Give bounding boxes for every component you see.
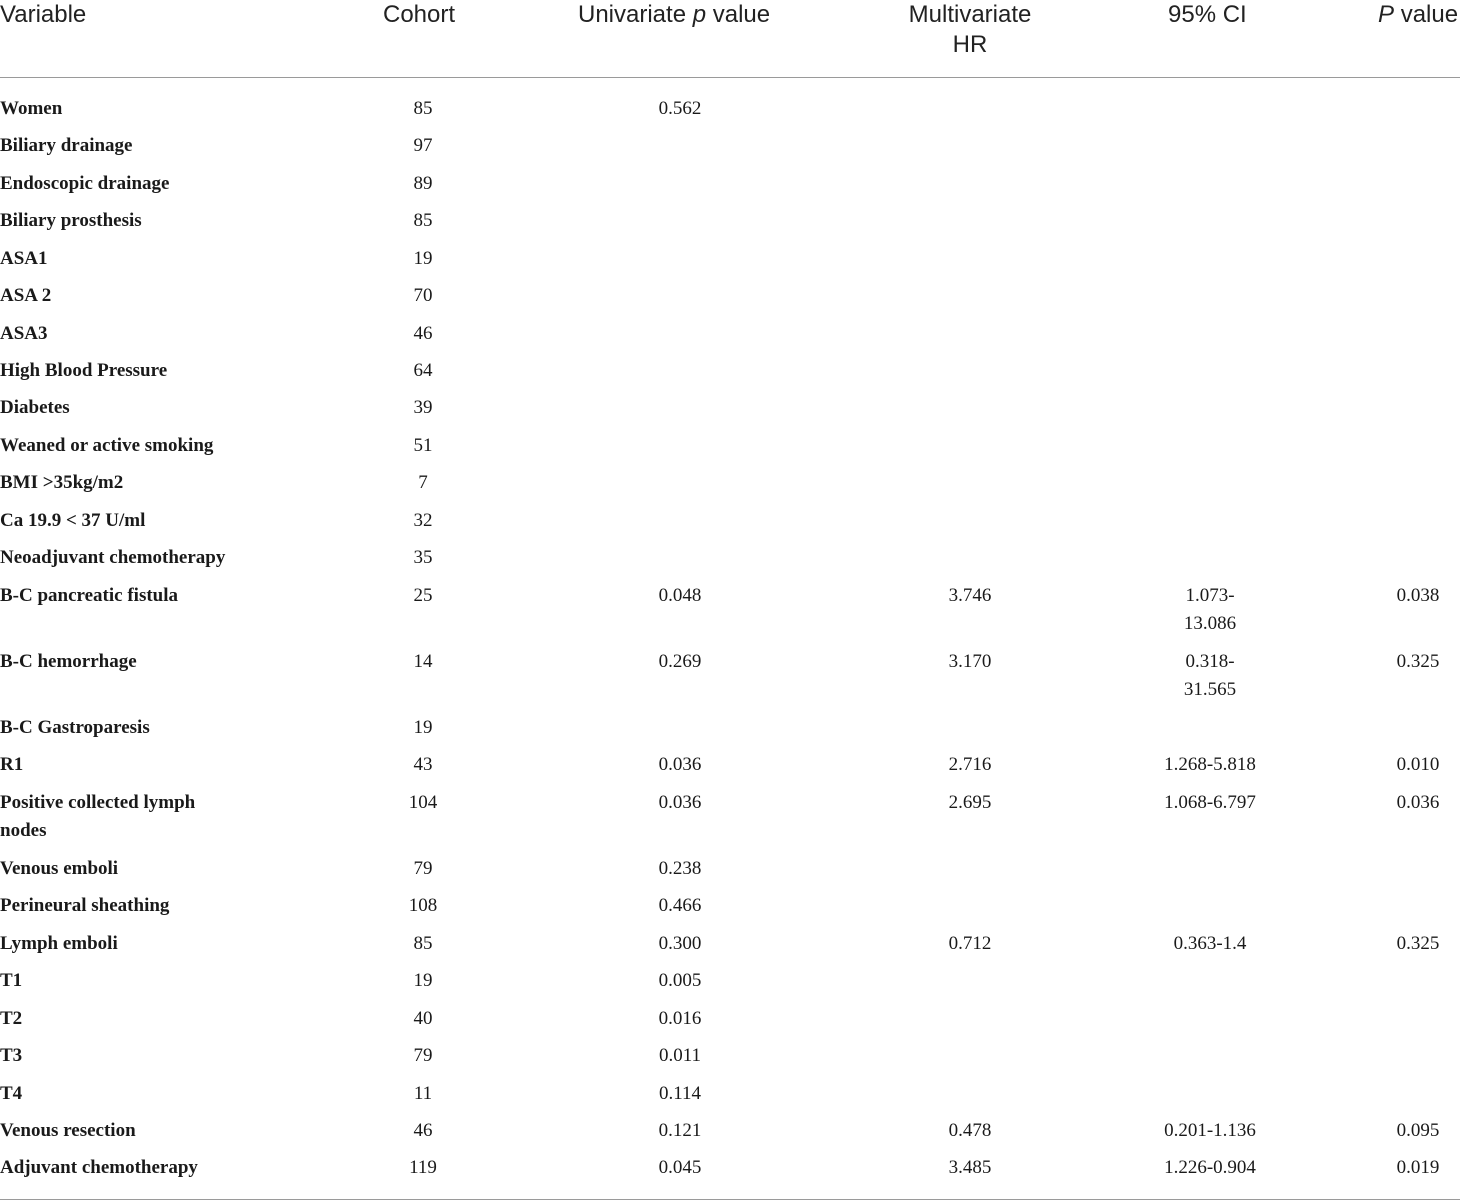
row-multivariate-hr: 3.746 xyxy=(948,585,992,606)
header-cohort: Cohort xyxy=(383,1,456,28)
row-cohort: 43 xyxy=(413,754,433,775)
row-cohort: 14 xyxy=(413,651,433,672)
row-cohort: 35 xyxy=(413,547,433,568)
table-bottom-divider xyxy=(0,1199,1460,1200)
row-univariate-p: 0.114 xyxy=(658,1083,702,1104)
row-cohort: 11 xyxy=(413,1083,433,1104)
row-variable: Women xyxy=(0,98,63,119)
row-variable: Biliary prosthesis xyxy=(0,210,142,231)
row-cohort: 70 xyxy=(413,285,433,306)
row-cohort: 40 xyxy=(413,1008,433,1029)
row-cohort: 79 xyxy=(413,858,433,879)
header-multivariate-hr xyxy=(870,0,1070,60)
row-univariate-p: 0.016 xyxy=(658,1008,702,1029)
row-variable: Lymph emboli xyxy=(0,933,118,954)
header-variable: Variable xyxy=(0,1,87,28)
row-multivariate-hr: 3.485 xyxy=(948,1157,992,1178)
row-variable: Biliary drainage xyxy=(0,135,133,156)
row-multivariate-hr: 0.712 xyxy=(948,933,992,954)
row-variable: Positive collected lymph xyxy=(0,792,196,813)
row-p-value: 0.325 xyxy=(1396,933,1440,954)
row-univariate-p: 0.562 xyxy=(658,98,702,119)
row-cohort: 104 xyxy=(408,792,438,813)
row-variable: High Blood Pressure xyxy=(0,360,168,381)
row-cohort: 97 xyxy=(413,135,433,156)
row-p-value: 0.036 xyxy=(1396,792,1440,813)
row-univariate-p: 0.045 xyxy=(658,1157,702,1178)
row-univariate-p: 0.036 xyxy=(658,754,702,775)
row-cohort: 119 xyxy=(409,1157,437,1178)
row-variable: Diabetes xyxy=(0,397,70,418)
row-multivariate-hr: 3.170 xyxy=(948,651,992,672)
row-variable: Weaned or active smoking xyxy=(0,435,214,456)
row-variable: Perineural sheathing xyxy=(0,895,170,916)
row-cohort: 25 xyxy=(413,585,433,606)
row-ci: 1.068-6.797 xyxy=(1164,792,1256,813)
row-variable: B-C pancreatic fistula xyxy=(0,585,179,606)
row-ci-continued: 31.565 xyxy=(1183,679,1237,700)
row-variable: T3 xyxy=(0,1045,23,1066)
row-univariate-p: 0.048 xyxy=(658,585,702,606)
table-header xyxy=(0,0,1460,78)
row-cohort: 46 xyxy=(413,323,433,344)
header-p-suffix: value xyxy=(1400,1,1459,28)
row-p-value: 0.019 xyxy=(1396,1157,1440,1178)
row-univariate-p: 0.011 xyxy=(658,1045,702,1066)
row-variable: ASA3 xyxy=(0,323,48,344)
row-variable: T2 xyxy=(0,1008,23,1029)
row-variable: Endoscopic drainage xyxy=(0,173,170,194)
row-multivariate-hr: 0.478 xyxy=(948,1120,992,1141)
row-multivariate-hr: 2.716 xyxy=(948,754,992,775)
row-ci: 1.268-5.818 xyxy=(1164,754,1256,775)
header-univariate-p-letter: p xyxy=(692,1,707,28)
row-univariate-p: 0.238 xyxy=(658,858,702,879)
row-variable: ASA1 xyxy=(0,248,48,269)
row-variable: B-C Gastroparesis xyxy=(0,717,150,738)
row-variable: Adjuvant chemotherapy xyxy=(0,1157,198,1178)
row-cohort: 19 xyxy=(413,248,433,269)
header-multivariate-line1: Multivariate xyxy=(908,1,1032,28)
row-variable: T4 xyxy=(0,1083,23,1104)
row-univariate-p: 0.466 xyxy=(658,895,702,916)
header-ci: 95% CI xyxy=(1168,1,1247,28)
row-ci: 0.201-1.136 xyxy=(1164,1120,1256,1141)
row-variable: Neoadjuvant chemotherapy xyxy=(0,547,226,568)
row-variable: Venous emboli xyxy=(0,858,119,879)
row-cohort: 85 xyxy=(413,98,433,119)
row-ci: 1.226-0.904 xyxy=(1164,1157,1256,1178)
header-univariate-prefix: Univariate xyxy=(578,1,687,28)
row-p-value: 0.095 xyxy=(1396,1120,1440,1141)
row-variable: B-C hemorrhage xyxy=(0,651,137,672)
row-cohort: 108 xyxy=(408,895,438,916)
row-univariate-p: 0.300 xyxy=(658,933,702,954)
row-ci: 0.318- xyxy=(1185,651,1235,672)
header-p-letter: P xyxy=(1378,1,1395,28)
row-p-value: 0.010 xyxy=(1396,754,1440,775)
row-cohort: 19 xyxy=(413,970,433,991)
row-variable: R1 xyxy=(0,754,24,775)
row-variable: Ca 19.9 < 37 U/ml xyxy=(0,510,146,531)
row-variable: ASA 2 xyxy=(0,285,52,306)
row-variable: BMI >35kg/m2 xyxy=(0,472,124,493)
row-univariate-p: 0.005 xyxy=(658,970,702,991)
row-variable: Venous resection xyxy=(0,1120,136,1141)
row-cohort: 64 xyxy=(413,360,433,381)
row-cohort: 51 xyxy=(413,435,433,456)
row-cohort: 7 xyxy=(418,472,428,493)
header-p-value xyxy=(1378,0,1458,30)
row-multivariate-hr: 2.695 xyxy=(948,792,992,813)
row-p-value: 0.038 xyxy=(1396,585,1440,606)
row-cohort: 19 xyxy=(413,717,433,738)
row-ci: 1.073- xyxy=(1185,585,1235,606)
row-ci-continued: 13.086 xyxy=(1183,613,1237,634)
header-divider xyxy=(0,77,1460,78)
row-cohort: 39 xyxy=(413,397,433,418)
row-univariate-p: 0.121 xyxy=(658,1120,702,1141)
row-cohort: 32 xyxy=(413,510,433,531)
row-cohort: 85 xyxy=(413,210,433,231)
row-cohort: 85 xyxy=(413,933,433,954)
header-multivariate-line2: HR xyxy=(952,31,988,58)
header-univariate-suffix: value xyxy=(712,1,771,28)
row-variable: T1 xyxy=(0,970,23,991)
row-cohort: 46 xyxy=(413,1120,433,1141)
row-ci: 0.363-1.4 xyxy=(1173,933,1247,954)
row-univariate-p: 0.269 xyxy=(658,651,702,672)
row-cohort: 89 xyxy=(413,173,433,194)
row-p-value: 0.325 xyxy=(1396,651,1440,672)
row-variable-continued: nodes xyxy=(0,820,47,841)
row-univariate-p: 0.036 xyxy=(658,792,702,813)
row-cohort: 79 xyxy=(413,1045,433,1066)
header-univariate-p xyxy=(578,0,770,30)
